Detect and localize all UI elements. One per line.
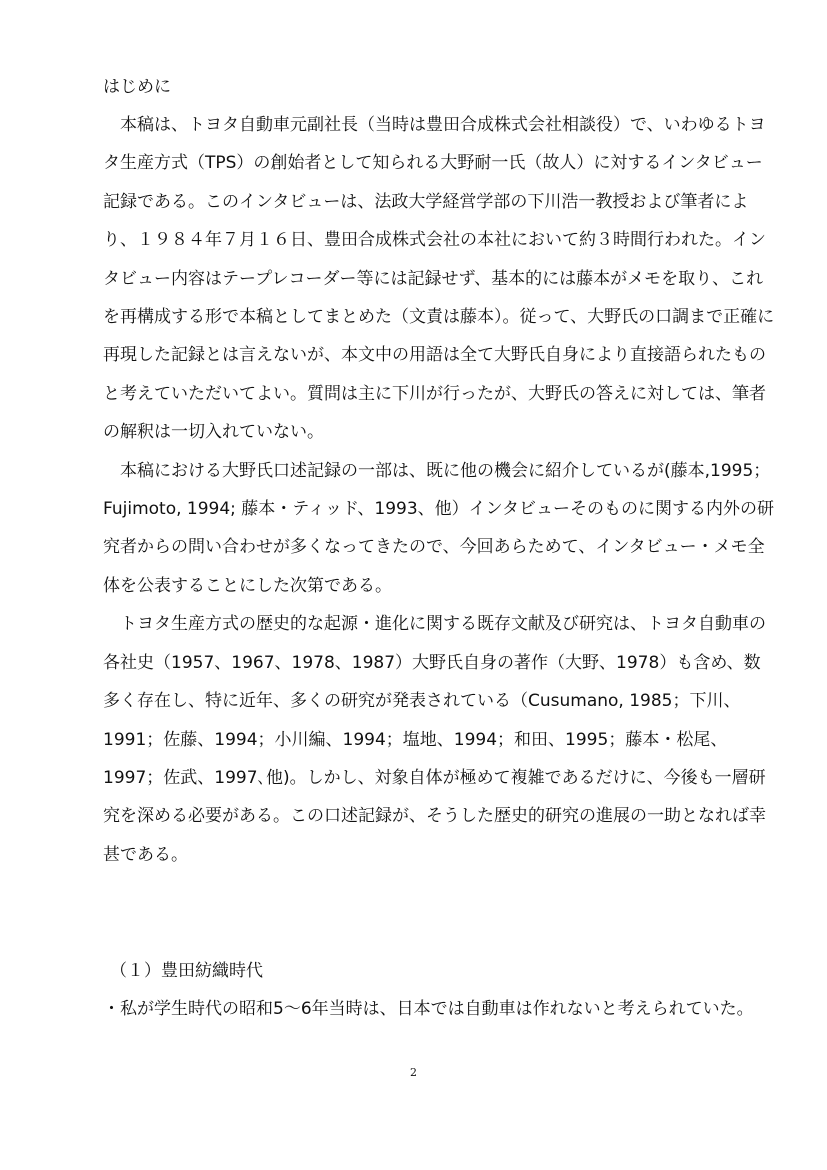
bullet-item: ・私が学生時代の昭和5～6年当時は、日本では自動車は作れないと考えられていた。 (103, 999, 754, 1019)
paragraph-literature: トヨタ生産方式の歴史的な起源・進化に関する既存文献及び研究は、トヨタ自動車の各社史（1957、1967、1978、1987）大野氏自身の著作（大野、1978）も含め、数多く存在し、特に近年、多くの研究が発表されている（Cusumano, 1985；下川、1991；佐藤、1994；小川編、1994；塩地、1994；和田、1995；藤本・松尾、1997；佐武、1997､他)。しかし、対象自体が極めて複雑であるだけに、今後も一層研究を深める必要がある。この口述記録が、そうした歴史的研究の進展の一助となれば幸甚である。 (103, 614, 766, 865)
body-text (103, 106, 775, 874)
paragraph-previous-publications: 本稿における大野氏口述記録の一部は、既に他の機会に紹介しているが(藤本,1995；Fujimoto, 1994; 藤本・ティッド、1993、他）インタビューそのものに関する内外の研究者からの問い合わせが多くなってきたので、今回あらためて、インタビュー・メモ全体を公表することにした次第である。 (103, 460, 774, 596)
page-number: 2 (410, 1066, 417, 1079)
section-title: （１）豊田紡織時代 (110, 961, 263, 981)
paragraph-intro: 本稿は、トヨタ自動車元副社長（当時は豊田合成株式会社相談役）で、いわゆるトヨタ生産方式（TPS）の創始者として知られる大野耐一氏（故人）に対するインタビュー記録である。このインタビューは、法政大学経営学部の下川浩一教授および筆者により、１９８４年７月１６日、豊田合成株式会社の本社において約３時間行われた。インタビュー内容はテープレコーダー等には記録せず、基本的には藤本がメモを取り、これを再構成する形で本稿としてまとめた（文責は藤本）。従って、大野氏の口調まで正確に再現した記録とは言えないが、本文中の用語は全て大野氏自身により直接語られたものと考えていただいてよい。質問は主に下川が行ったが、大野氏の答えに対しては、筆者の解釈は一切入れていない。 (103, 115, 775, 443)
page-heading: はじめに (103, 77, 171, 97)
